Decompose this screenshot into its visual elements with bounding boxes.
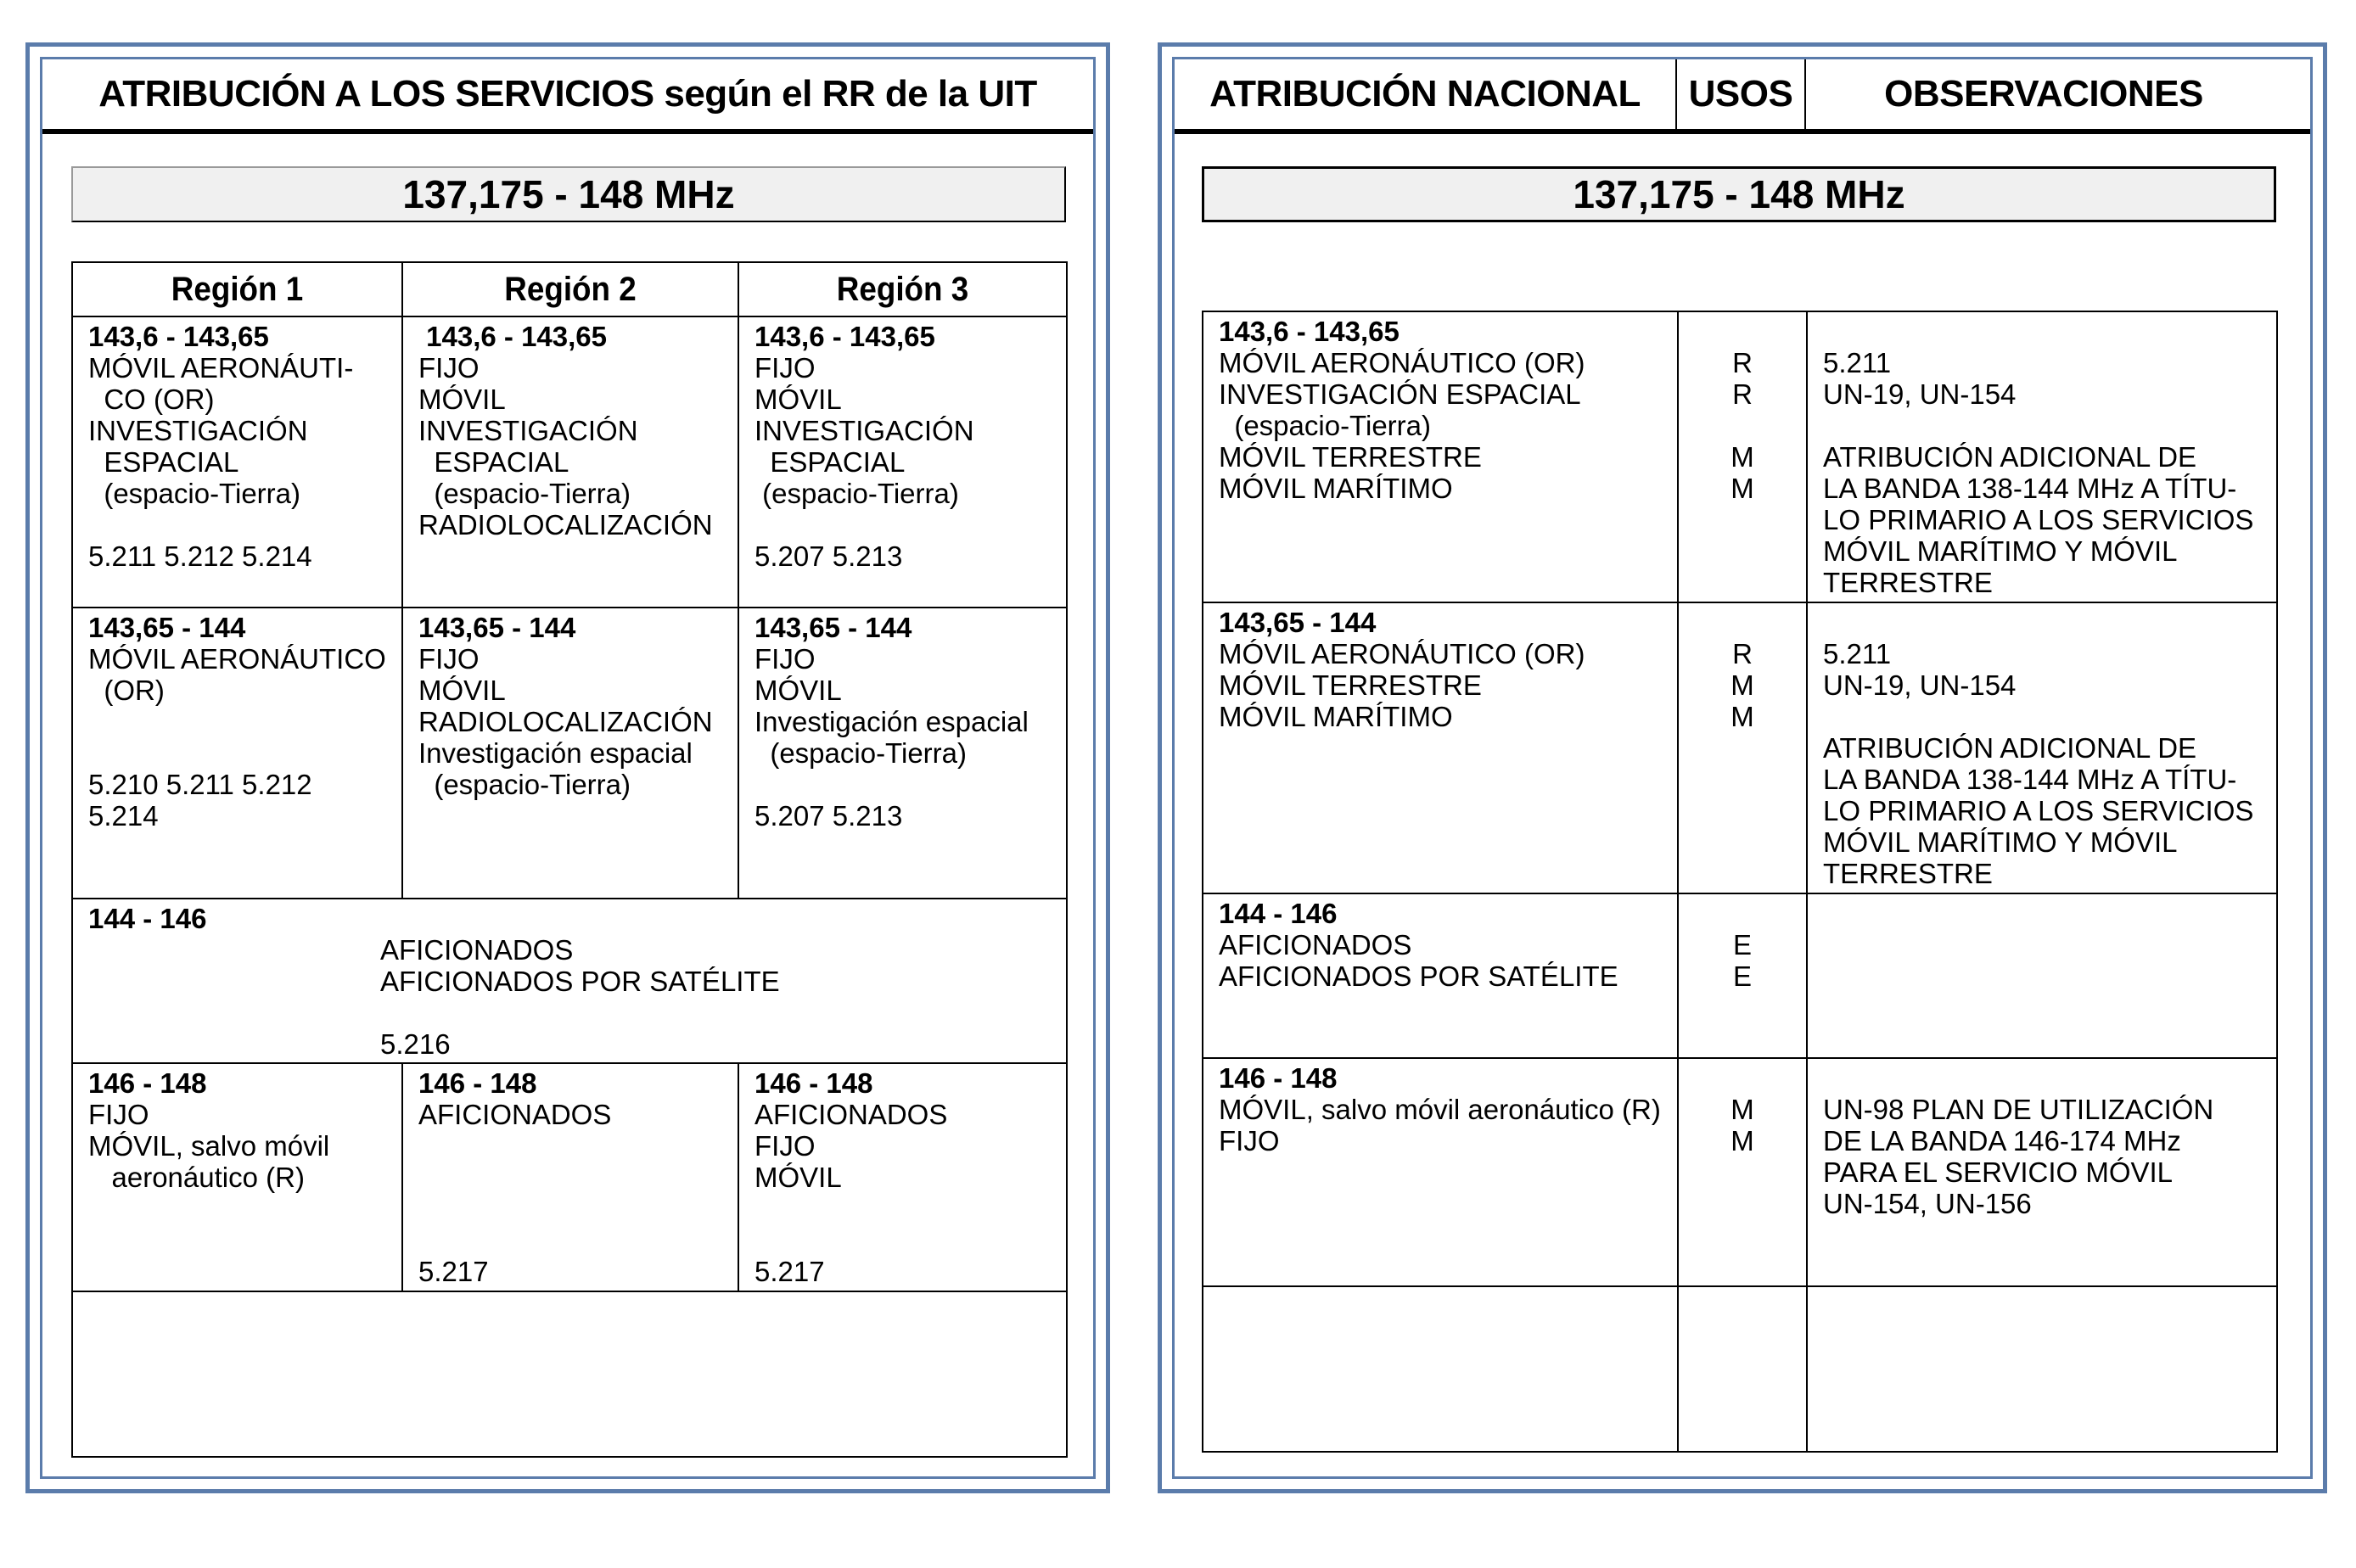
cell-line: FIJO [754, 1130, 816, 1162]
cell-line: AFICIONADOS [1219, 929, 1412, 960]
cell-line: 5.207 5.213 [754, 540, 903, 572]
itu-allocation-header: ATRIBUCIÓN A LOS SERVICIOS según el RR de la UIT [42, 59, 1093, 134]
right-page-frame [1158, 42, 2327, 1493]
cell-line: RADIOLOCALIZACIÓN [418, 509, 713, 540]
national-row1 [1203, 311, 1678, 602]
empty-row [72, 1291, 1067, 1457]
cell-line: ESPACIAL [754, 446, 906, 478]
cell-line: INVESTIGACIÓN ESPACIAL [1219, 378, 1581, 410]
cell-line: ESPACIAL [418, 446, 569, 478]
national-row2 [1203, 602, 1678, 893]
cell-line: MÓVIL MARÍTIMO [1219, 701, 1453, 732]
cell-line: ATRIBUCIÓN ADICIONAL DE [1823, 441, 2197, 473]
cell-line [1823, 607, 2268, 638]
cell-line: (espacio-Tierra) [1219, 410, 1431, 441]
cell-line: LO PRIMARIO A LOS SERVICIOS [1823, 795, 2254, 826]
cell-line: MÓVIL TERRESTRE [1219, 669, 1482, 701]
region-1-header: Región 1 [86, 262, 390, 316]
band-range: 146 - 148 [754, 1067, 873, 1099]
cell-line [1823, 1062, 2268, 1094]
cell-line [754, 509, 1057, 540]
usos-row4 [1678, 1058, 1807, 1286]
cell-line: AFICIONADOS POR SATÉLITE [1219, 960, 1618, 992]
cell-line: AFICIONADOS [380, 934, 574, 966]
cell-line: TERRESTRE [1823, 858, 1993, 889]
obs-row2 [1807, 602, 2277, 893]
cell-line: INVESTIGACIÓN [88, 415, 308, 446]
cell-line: MÓVIL [418, 384, 506, 415]
right-band-title: 137,175 - 148 MHz [1202, 166, 2276, 222]
cell-line [754, 1193, 1057, 1224]
cell-r3-row4 [738, 1063, 1067, 1291]
observaciones-header: OBSERVACIONES [1884, 73, 2203, 115]
cell-line: UN-19, UN-154 [1823, 669, 2017, 701]
band-range: 143,65 - 144 [754, 612, 912, 643]
cell-line [88, 509, 393, 540]
cell-line [1679, 316, 1806, 347]
cell-line: MÓVIL AERONÁUTI- [88, 352, 354, 384]
cell-line: aeronáutico (R) [88, 1162, 305, 1193]
cell-line [1823, 410, 2268, 441]
usos-header: USOS [1677, 59, 1806, 129]
empty-usos [1678, 1286, 1807, 1452]
cell-line: M [1731, 701, 1754, 732]
band-range: 143,65 - 144 [88, 612, 246, 643]
left-band-title: 137,175 - 148 MHz [71, 166, 1066, 222]
band-range: 146 - 148 [88, 1067, 207, 1099]
cell-line: AFICIONADOS POR SATÉLITE [380, 966, 780, 997]
cell-line: R [1732, 638, 1753, 669]
cell-line: MÓVIL [754, 675, 842, 706]
cell-line: MÓVIL AERONÁUTICO [88, 643, 386, 675]
cell-line: AFICIONADOS [754, 1099, 948, 1130]
band-range: 144 - 146 [88, 903, 207, 934]
right-page-inner-frame [1172, 57, 2313, 1479]
cell-line: MÓVIL MARÍTIMO [1219, 473, 1453, 504]
cell-all-regions-row3 [72, 899, 1067, 1063]
band-range: 143,6 - 143,65 [418, 321, 608, 352]
cell-line: (espacio-Tierra) [418, 769, 631, 800]
cell-r2-row4 [402, 1063, 738, 1291]
band-range: 143,6 - 143,65 [754, 321, 935, 352]
cell-line [418, 1130, 729, 1162]
cell-line: FIJO [418, 352, 480, 384]
cell-r2-row1 [402, 316, 738, 608]
band-range: 146 - 148 [1219, 1062, 1338, 1094]
cell-line: E [1732, 929, 1752, 960]
cell-line: (OR) [88, 675, 165, 706]
cell-line: FIJO [754, 352, 816, 384]
cell-line [1823, 316, 2268, 347]
cell-line [88, 737, 393, 769]
obs-row1 [1807, 311, 2277, 602]
cell-r2-row2 [402, 608, 738, 899]
cell-line: CO (OR) [88, 384, 215, 415]
national-allocation-table [1202, 311, 2278, 1453]
cell-line [1679, 1062, 1806, 1094]
cell-line: M [1731, 1125, 1754, 1156]
cell-line: M [1731, 669, 1754, 701]
cell-line: 5.210 5.211 5.212 [88, 769, 312, 800]
cell-line [88, 706, 393, 737]
cell-line [754, 769, 1057, 800]
cell-line: LO PRIMARIO A LOS SERVICIOS [1823, 504, 2254, 535]
obs-row4 [1807, 1058, 2277, 1286]
cell-line: FIJO [1219, 1125, 1280, 1156]
cell-line: MÓVIL [418, 675, 506, 706]
cell-line: INVESTIGACIÓN [418, 415, 638, 446]
left-page-frame [25, 42, 1110, 1493]
cell-line: MÓVIL MARÍTIMO Y MÓVIL [1823, 535, 2178, 567]
cell-line: 5.217 [418, 1256, 489, 1287]
cell-r1-row2 [72, 608, 402, 899]
cell-line: (espacio-Tierra) [88, 478, 300, 509]
cell-line: (espacio-Tierra) [754, 737, 967, 769]
cell-line [418, 1224, 729, 1256]
cell-line: R [1732, 347, 1753, 378]
cell-line: 5.211 [1823, 347, 1892, 378]
cell-line: Investigación espacial [754, 706, 1029, 737]
cell-line: 5.211 5.212 5.214 [88, 540, 312, 572]
all-regions-services [88, 934, 1057, 1060]
cell-line: ESPACIAL [88, 446, 239, 478]
cell-line: M [1731, 473, 1754, 504]
cell-line: TERRESTRE [1823, 567, 1993, 598]
cell-r1-row1 [72, 316, 402, 608]
cell-r3-row2 [738, 608, 1067, 899]
cell-line: 5.207 5.213 [754, 800, 903, 832]
cell-line [418, 1193, 729, 1224]
cell-line [380, 997, 1057, 1028]
cell-line: UN-154, UN-156 [1823, 1188, 2032, 1219]
cell-line: MÓVIL [754, 1162, 842, 1193]
left-page-inner-frame [40, 57, 1096, 1479]
cell-line: M [1731, 441, 1754, 473]
national-header-row [1175, 59, 2310, 134]
band-range: 144 - 146 [1219, 898, 1338, 929]
cell-r3-row1 [738, 316, 1067, 608]
cell-line: UN-19, UN-154 [1823, 378, 2017, 410]
cell-line: DE LA BANDA 146-174 MHz [1823, 1125, 2181, 1156]
cell-line: MÓVIL [754, 384, 842, 415]
cell-line [1679, 607, 1806, 638]
cell-line: 5.217 [754, 1256, 825, 1287]
cell-line: M [1731, 1094, 1754, 1125]
empty-obs [1807, 1286, 2277, 1452]
cell-line [754, 1224, 1057, 1256]
cell-r1-row4 [72, 1063, 402, 1291]
cell-line: RADIOLOCALIZACIÓN [418, 706, 713, 737]
band-range: 143,65 - 144 [1219, 607, 1377, 638]
cell-line: MÓVIL, salvo móvil [88, 1130, 330, 1162]
cell-line: FIJO [88, 1099, 149, 1130]
region-2-header: Región 2 [416, 262, 725, 316]
cell-line: MÓVIL AERONÁUTICO (OR) [1219, 638, 1585, 669]
cell-line [1679, 898, 1806, 929]
cell-line: FIJO [418, 643, 480, 675]
cell-line: LA BANDA 138-144 MHz A TÍTU- [1823, 764, 2237, 795]
usos-row1 [1678, 311, 1807, 602]
cell-line: AFICIONADOS [418, 1099, 612, 1130]
cell-line: 5.216 [380, 1028, 451, 1060]
cell-line [418, 1162, 729, 1193]
cell-line: 5.211 [1823, 638, 1892, 669]
cell-line: LA BANDA 138-144 MHz A TÍTU- [1823, 473, 2237, 504]
region-3-header: Región 3 [751, 262, 1053, 316]
cell-line: (espacio-Tierra) [754, 478, 959, 509]
usos-row2 [1678, 602, 1807, 893]
band-range: 146 - 148 [418, 1067, 537, 1099]
cell-line: R [1732, 378, 1753, 410]
cell-line: PARA EL SERVICIO MÓVIL [1823, 1156, 2174, 1188]
national-row4 [1203, 1058, 1678, 1286]
cell-line: UN-98 PLAN DE UTILIZACIÓN [1823, 1094, 2214, 1125]
national-allocation-header: ATRIBUCIÓN NACIONAL [1175, 59, 1677, 129]
band-range: 143,65 - 144 [418, 612, 576, 643]
cell-line [1679, 410, 1806, 441]
band-range: 143,6 - 143,65 [1219, 316, 1400, 347]
cell-line [1823, 701, 2268, 732]
national-row3 [1203, 893, 1678, 1058]
cell-line: E [1732, 960, 1752, 992]
cell-line: ATRIBUCIÓN ADICIONAL DE [1823, 732, 2197, 764]
usos-row3 [1678, 893, 1807, 1058]
cell-line: MÓVIL TERRESTRE [1219, 441, 1482, 473]
cell-line: MÓVIL AERONÁUTICO (OR) [1219, 347, 1585, 378]
empty-national [1203, 1286, 1678, 1452]
obs-row3 [1807, 893, 2277, 1058]
cell-line: (espacio-Tierra) [418, 478, 631, 509]
cell-line: FIJO [754, 643, 816, 675]
cell-line: MÓVIL, salvo móvil aeronáutico (R) [1219, 1094, 1661, 1125]
cell-line: 5.214 [88, 800, 159, 832]
cell-line: INVESTIGACIÓN [754, 415, 974, 446]
cell-line: MÓVIL MARÍTIMO Y MÓVIL [1823, 826, 2178, 858]
itu-allocation-table [71, 261, 1068, 1458]
band-range: 143,6 - 143,65 [88, 321, 269, 352]
cell-line: Investigación espacial [418, 737, 693, 769]
